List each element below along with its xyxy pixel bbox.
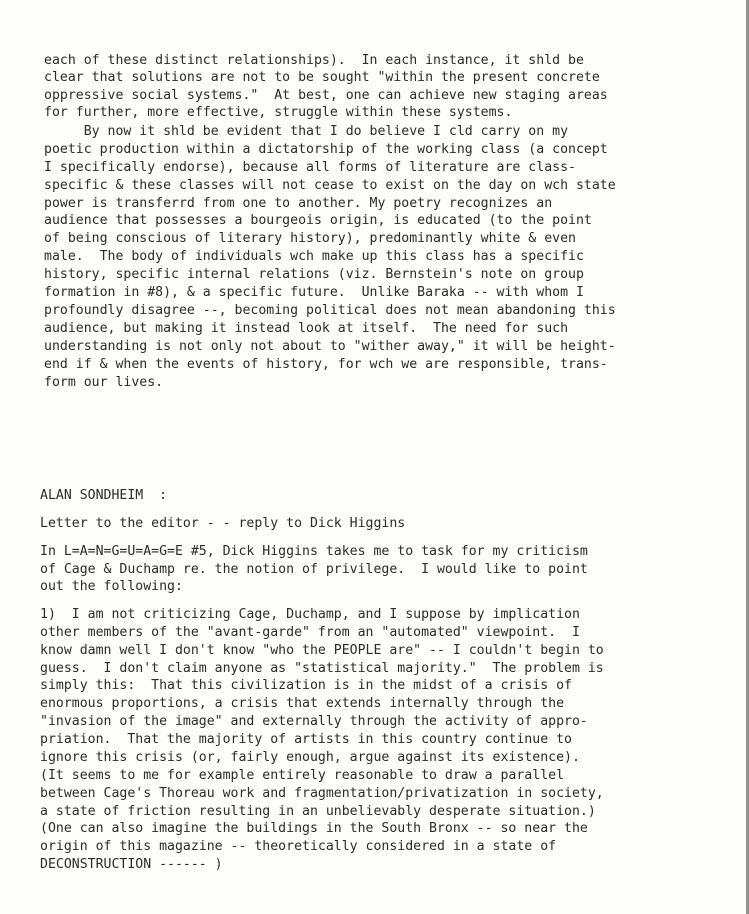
text-line: out the following: — [40, 579, 183, 594]
text-line: audience, but making it instead look at itself. The need for such — [44, 321, 569, 336]
text-line: DECONSTRUCTION ------ ) — [40, 857, 223, 872]
text-line: of being conscious of literary history), predominantly white & even — [44, 231, 576, 246]
text-line: form our lives. — [44, 375, 164, 390]
text-line: history, specific internal relations (viz. Bernstein's note on group — [44, 267, 584, 282]
text-line: I specifically endorse), because all forms of literature are class- — [44, 160, 576, 175]
text-line: In L=A=N=G=U=A=G=E #5, Dick Higgins takes me to task for my criticism — [40, 544, 588, 559]
text-line: end if & when the events of history, for wch we are responsible, trans- — [44, 357, 608, 372]
text-line: ignore this crisis (or, fairly enough, argue against its existence). — [40, 750, 580, 765]
text-line: know damn well I don't know "who the PEOPLE are" -- I couldn't begin to — [40, 643, 604, 658]
text-line: understanding is not only not about to "wither away," it will be height- — [44, 339, 616, 354]
text-line: enormous proportions, a crisis that extends internally through the — [40, 696, 565, 711]
text-line: each of these distinct relationships). In each instance, it shld be — [44, 53, 584, 68]
text-line: origin of this magazine -- theoretically considered in a state of — [40, 839, 557, 854]
text-line: profoundly disagree --, becoming political does not mean abandoning this — [44, 303, 616, 318]
text-line: poetic production within a dictatorship of the working class (a concept — [44, 142, 608, 157]
text-line: 1) I am not criticizing Cage, Duchamp, and I suppose by implication — [40, 607, 580, 622]
text-line: "invasion of the image" and externally through the activity of appro- — [40, 714, 588, 729]
author-heading: ALAN SONDHEIM : — [40, 488, 168, 503]
text-line: specific & these classes will not cease to exist on the day on wch state — [44, 178, 616, 193]
letter-subtitle: Letter to the editor - - reply to Dick Higgins — [40, 516, 406, 531]
text-line: clear that solutions are not to be sought "within the present concrete — [44, 70, 600, 85]
text-line: between Cage's Thoreau work and fragmentation/privatization in society, — [40, 786, 604, 801]
text-line: male. The body of individuals wch make up this class has a specific — [44, 249, 584, 264]
text-line: power is transferrd from one to another. My poetry recognizes an — [44, 196, 553, 211]
text-line: (It seems to me for example entirely reasonable to draw a parallel — [40, 768, 565, 783]
text-line: simply this: That this civilization is in the midst of a crisis of — [40, 678, 572, 693]
text-line: of Cage & Duchamp re. the notion of privilege. I would like to point — [40, 562, 588, 577]
text-line: formation in #8), & a specific future. Unlike Baraka -- with whom I — [44, 285, 584, 300]
text-line: (One can also imagine the buildings in the South Bronx -- so near the — [40, 821, 588, 836]
text-line: for further, more effective, struggle within these systems. — [44, 105, 513, 120]
text-line: guess. I don't claim anyone as "statistical majority." The problem is — [40, 661, 604, 676]
text-line: other members of the "avant-garde" from an "automated" viewpoint. I — [40, 625, 580, 640]
text-line: priation. That the majority of artists in this country continue to — [40, 732, 572, 747]
text-line: oppressive social systems." At best, one can achieve new staging areas — [44, 88, 608, 103]
text-line: By now it shld be evident that I do believe I cld carry on my — [44, 124, 569, 139]
text-line: audience that possesses a bourgeois origin, is educated (to the point — [44, 213, 592, 228]
text-line: a state of friction resulting in an unbelievably desperate situation.) — [40, 804, 596, 819]
